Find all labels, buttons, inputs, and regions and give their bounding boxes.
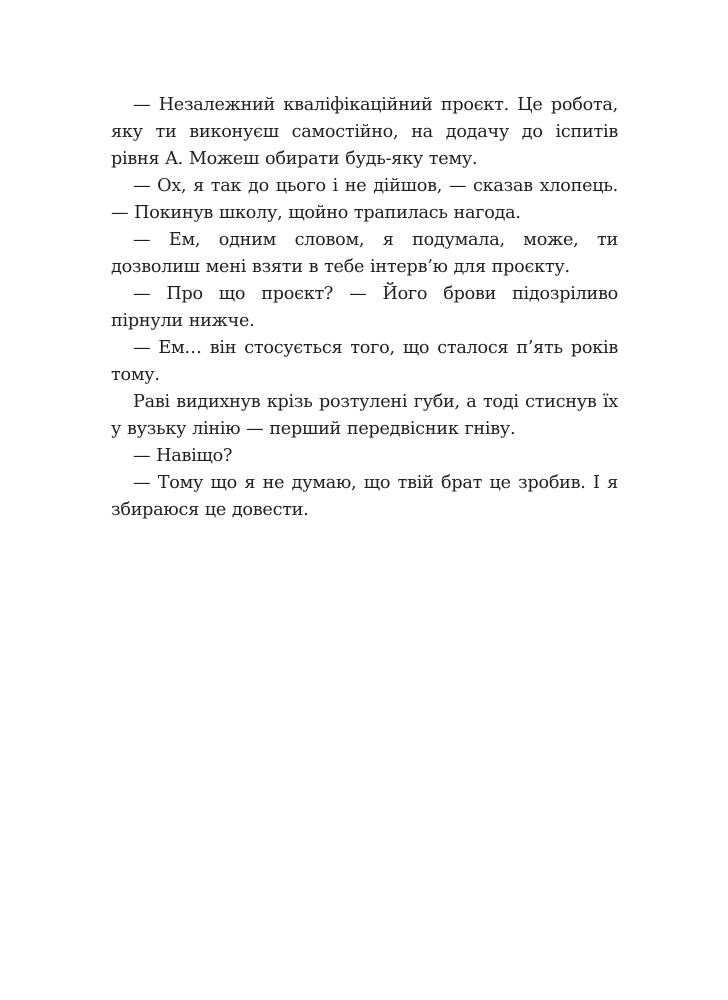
paragraph: — Про що проєкт? — Його брови підозріливо пірнули нижче. [111, 284, 618, 331]
paragraph: Раві видихнув крізь розтулені губи, а тоді стиснув їх у вузьку лінію — перший передвісник гніву. [111, 392, 618, 439]
page-body-text [111, 92, 618, 524]
paragraph: — Незалежний кваліфікаційний проєкт. Це робота, яку ти виконуєш самостійно, на додачу до іспитів рівня A. Можеш обирати будь-яку тему. [111, 95, 618, 169]
paragraph: — Ем… він стосується того, що сталося п’ять років тому. [111, 338, 618, 385]
paragraph: — Ох, я так до цього і не дійшов, — сказав хлопець. — Покинув школу, щойно трапилась нагода. [111, 176, 618, 223]
paragraph: — Навіщо? [133, 446, 233, 466]
paragraph: — Тому що я не думаю, що твій брат це зробив. І я збираюся це довести. [111, 473, 618, 520]
paragraph: — Ем, одним словом, я подумала, може, ти дозволиш мені взяти в тебе інтерв’ю для проєкту. [111, 230, 618, 277]
